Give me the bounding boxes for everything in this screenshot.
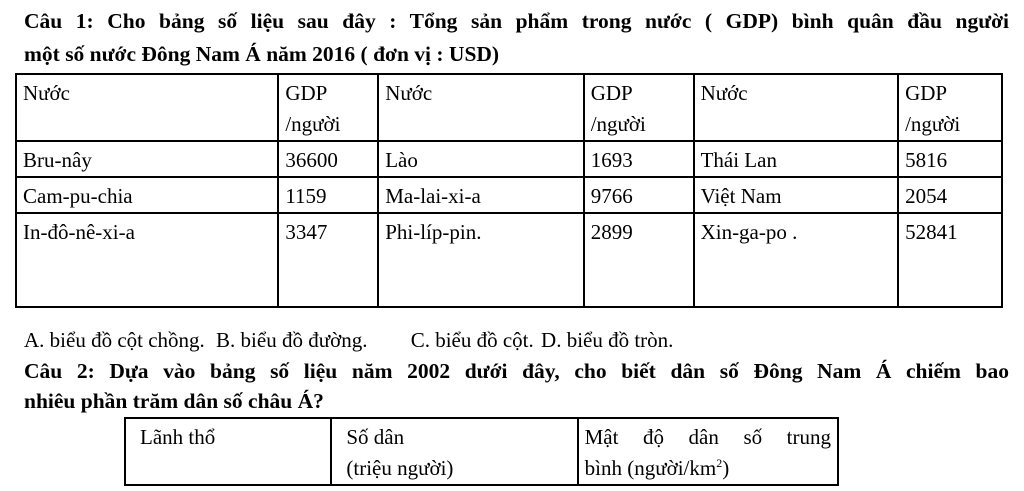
option-b: B. biểu đồ đường. — [216, 328, 368, 352]
question-2-title-line-2: nhiêu phần trăm dân số châu Á? — [24, 389, 324, 413]
header-gdp-label: GDP — [590, 81, 633, 105]
header-country-1: Nước — [16, 74, 278, 141]
question-2-title-line-1: Câu 2: Dựa vào bảng số liệu năm 2002 dưới đây, cho biết dân số Đông Nam Á chiếm bao — [24, 359, 1009, 383]
table-cell: 9766 — [584, 177, 694, 213]
header-gdp-unit: /người — [285, 112, 341, 136]
answer-options — [24, 325, 673, 355]
header-country-2: Nước — [378, 74, 584, 141]
option-c: C. biểu đồ cột. — [410, 328, 534, 352]
table-cell: Ma-lai-xi-a — [378, 177, 584, 213]
table-cell: Cam-pu-chia — [16, 177, 278, 213]
table-row — [16, 213, 1002, 307]
table-cell: 5816 — [898, 141, 1002, 177]
gdp-table — [15, 73, 1003, 308]
header-gdp-3 — [898, 74, 1002, 141]
header-density-label: Mật độ dân số trung — [584, 425, 831, 449]
question-1-title-line-1: Câu 1: Cho bảng số liệu sau đây : Tổng sản phẩm trong nước ( GDP) bình quân đầu người — [24, 9, 1009, 33]
table-cell: Việt Nam — [694, 177, 899, 213]
header-gdp-unit: /người — [905, 112, 961, 136]
table-cell: Xin-ga-po . — [694, 213, 899, 307]
table-cell: 1159 — [278, 177, 378, 213]
header-population-unit: (triệu người) — [346, 456, 454, 480]
table-cell: 2899 — [584, 213, 694, 307]
table-row — [16, 141, 1002, 177]
table-cell: In-đô-nê-xi-a — [16, 213, 278, 307]
header-population — [331, 418, 577, 485]
table-cell: 2054 — [898, 177, 1002, 213]
density-unit-exponent: 2 — [716, 456, 723, 470]
header-population-label: Số dân — [346, 425, 405, 449]
header-territory: Lãnh thổ — [125, 418, 331, 485]
header-gdp-label: GDP — [285, 81, 328, 105]
option-d: D. biểu đồ tròn. — [541, 328, 674, 352]
header-gdp-unit: /người — [590, 112, 646, 136]
header-density — [578, 418, 838, 485]
table-cell: 1693 — [584, 141, 694, 177]
table-cell: 36600 — [278, 141, 378, 177]
table-cell: Bru-nây — [16, 141, 278, 177]
option-a: A. biểu đồ cột chồng. — [24, 328, 205, 352]
table-cell: 52841 — [898, 213, 1002, 307]
density-unit-prefix: bình (người/km — [584, 456, 717, 480]
header-gdp-2 — [584, 74, 694, 141]
gdp-table-header-row — [16, 74, 1002, 141]
question-1-title-line-2: một số nước Đông Nam Á năm 2016 ( đơn vị : USD) — [24, 42, 500, 66]
table-cell: 3347 — [278, 213, 378, 307]
population-table — [124, 417, 839, 486]
table-cell: Phi-líp-pin. — [378, 213, 584, 307]
population-table-header-row — [125, 418, 838, 485]
density-unit-suffix: ) — [722, 456, 730, 480]
table-row — [16, 177, 1002, 213]
header-country-3: Nước — [694, 74, 899, 141]
table-cell: Thái Lan — [694, 141, 899, 177]
header-gdp-1 — [278, 74, 378, 141]
table-cell: Lào — [378, 141, 584, 177]
header-gdp-label: GDP — [905, 81, 948, 105]
header-density-unit — [585, 453, 831, 484]
